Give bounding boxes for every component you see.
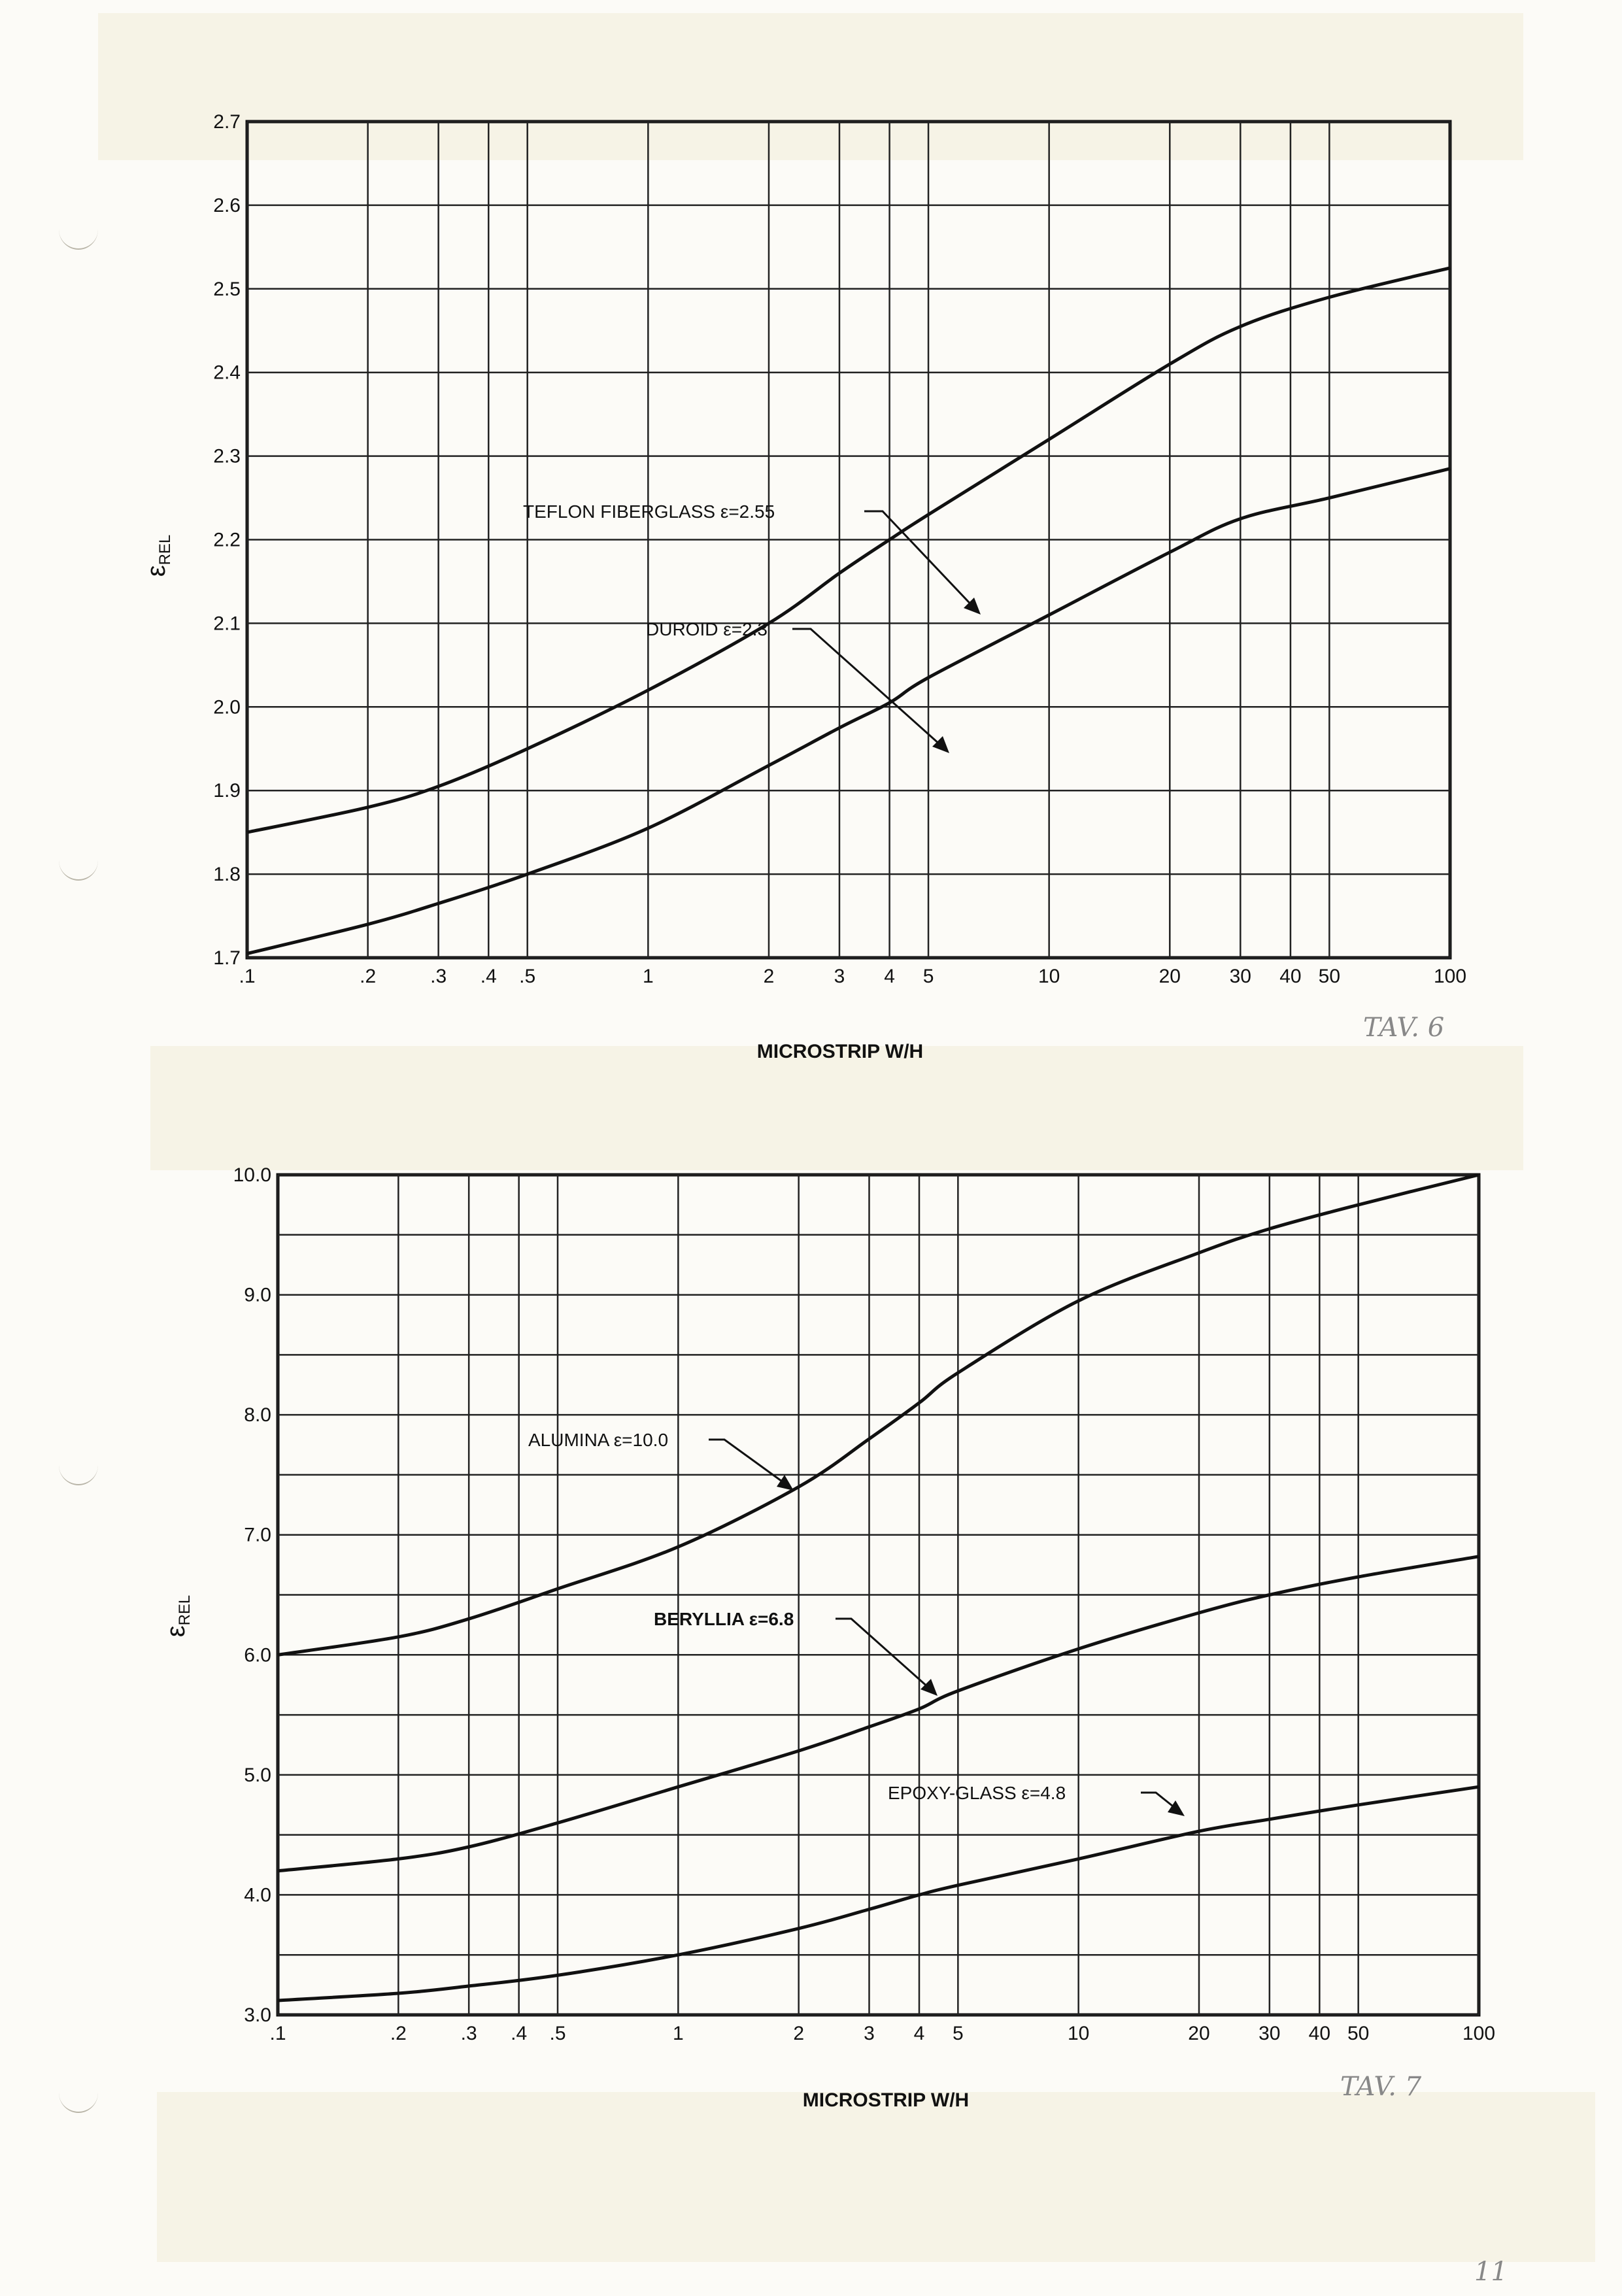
series-line-1 (247, 469, 1450, 954)
x-tick-label: .2 (390, 2023, 407, 2044)
annotation-beryllia: BERYLLIA ε=6.8 (654, 1609, 794, 1629)
series-line-2 (278, 1787, 1479, 2001)
y-tick-label: 2.5 (213, 278, 241, 300)
leader-teflon (864, 511, 978, 612)
y-axis-label: $\varepsilon_{REL}$ (161, 1595, 194, 1638)
x-tick-label: 100 (1462, 2023, 1496, 2044)
x-tick-label: 10 (1067, 2023, 1090, 2044)
x-tick-label: 30 (1259, 2023, 1281, 2044)
y-tick-label: 2.4 (213, 362, 241, 384)
table-note: TAV. 6 (1363, 1013, 1445, 1043)
chart-tav6 (142, 111, 1466, 1062)
x-tick-label: 50 (1347, 2023, 1370, 2044)
y-tick-label: 2.1 (213, 613, 241, 635)
x-tick-label: 4 (913, 2023, 925, 2044)
annotation-alumina: ALUMINA ε=10.0 (528, 1430, 669, 1450)
page-number: 11 (1474, 2257, 1508, 2287)
x-tick-label: 50 (1318, 966, 1341, 987)
x-axis-label: MICROSTRIP W/H (756, 1041, 924, 1062)
y-tick-label: 2.6 (213, 194, 241, 216)
y-tick-label: 9.0 (244, 1284, 271, 1306)
x-tick-label: .5 (519, 966, 536, 987)
annotation-duroid: DUROID ε=2.3 (646, 619, 768, 639)
y-tick-label: 10.0 (233, 1164, 271, 1186)
table-note: TAV. 7 (1340, 2072, 1422, 2102)
series-line-0 (247, 268, 1450, 832)
x-tick-label: .2 (360, 966, 377, 987)
x-tick-label: .3 (460, 2023, 477, 2044)
x-tick-label: 2 (793, 2023, 805, 2044)
leader-duroid (792, 629, 947, 751)
y-tick-label: 2.0 (213, 696, 241, 718)
x-tick-label: 5 (952, 2023, 964, 2044)
x-axis-label: MICROSTRIP W/H (802, 2089, 970, 2111)
x-tick-label: 2 (763, 966, 775, 987)
y-tick-label: 4.0 (244, 1884, 271, 1906)
x-tick-label: 4 (884, 966, 895, 987)
x-tick-label: 1 (672, 2023, 684, 2044)
y-tick-label: 1.8 (213, 864, 241, 886)
x-tick-label: .1 (269, 2023, 286, 2044)
y-tick-label: 8.0 (244, 1404, 271, 1427)
x-tick-label: .3 (430, 966, 447, 987)
x-tick-label: 3 (834, 966, 845, 987)
y-tick-label: 1.9 (213, 780, 241, 802)
x-tick-label: 5 (922, 966, 934, 987)
x-tick-label: 40 (1308, 2023, 1331, 2044)
chart-tav7 (161, 1164, 1495, 2111)
y-tick-label: 5.0 (244, 1764, 271, 1786)
y-tick-label: 7.0 (244, 1524, 271, 1546)
y-tick-label: 6.0 (244, 1644, 271, 1666)
y-tick-label: 2.7 (213, 111, 241, 133)
annotation-epoxy: EPOXY-GLASS ε=4.8 (888, 1783, 1066, 1803)
x-tick-label: 20 (1188, 2023, 1210, 2044)
x-tick-label: .4 (480, 966, 497, 987)
arrowhead-alumina (777, 1475, 794, 1491)
x-tick-label: .4 (511, 2023, 528, 2044)
leader-alumina (709, 1440, 791, 1488)
annotation-teflon: TEFLON FIBERGLASS ε=2.55 (523, 501, 775, 522)
x-tick-label: 20 (1158, 966, 1181, 987)
y-tick-label: 2.3 (213, 445, 241, 467)
y-tick-label: 2.2 (213, 529, 241, 551)
x-tick-label: 1 (642, 966, 654, 987)
x-tick-label: 100 (1433, 966, 1467, 987)
x-tick-label: .5 (549, 2023, 566, 2044)
y-tick-label: 1.7 (213, 947, 241, 969)
x-tick-label: 30 (1229, 966, 1251, 987)
series-line-1 (278, 1557, 1479, 1871)
x-tick-label: 10 (1038, 966, 1060, 987)
x-tick-label: .1 (239, 966, 256, 987)
x-tick-label: 3 (864, 2023, 875, 2044)
y-tick-label: 3.0 (244, 2004, 271, 2026)
x-tick-label: 40 (1279, 966, 1302, 987)
y-axis-label: $\varepsilon_{REL}$ (142, 534, 174, 577)
